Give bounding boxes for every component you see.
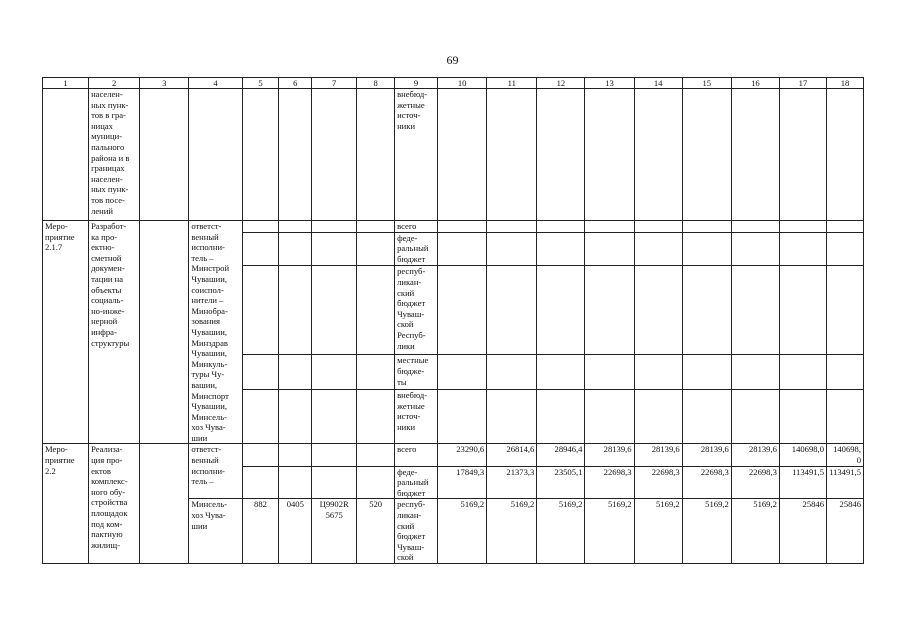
page-number: 69 [446, 53, 459, 67]
cell-empty [357, 221, 395, 233]
cell-empty [731, 221, 779, 233]
column-number: 1 [43, 78, 89, 89]
text-line: ский [397, 520, 415, 531]
amount-cell: 28139,6 [585, 444, 634, 466]
cell-empty [279, 355, 312, 390]
text-line: Минсель- [191, 411, 228, 422]
cell-empty [731, 232, 779, 266]
cell-empty [189, 89, 242, 221]
cell-empty [682, 232, 731, 266]
text-line: всего [397, 221, 417, 231]
cell-empty [634, 221, 682, 233]
text-line: Минкуль- [191, 358, 228, 369]
text-line: структуры [91, 337, 130, 348]
budget-table [42, 77, 864, 564]
cell-empty [682, 89, 731, 221]
amount-cell: 5169,2 [487, 499, 537, 564]
amount-cell: 28139,6 [634, 444, 682, 466]
text-line: Реализа- [91, 444, 123, 455]
cell-empty [731, 266, 779, 355]
amount-cell: 5169,2 [585, 499, 634, 564]
text-line: ектно- [91, 242, 115, 253]
text-line: Минздрав [191, 337, 228, 348]
funding-source [395, 221, 438, 233]
text-line: бюдже- [397, 366, 425, 376]
cell-empty [634, 355, 682, 390]
cell-empty [537, 266, 585, 355]
text-line: ницах [91, 120, 113, 131]
cell-empty [279, 444, 312, 466]
text-line: ральный [397, 243, 429, 254]
cell-empty [682, 221, 731, 233]
cell-empty [731, 355, 779, 390]
text-line: всего [397, 444, 417, 455]
text-line: лений [91, 205, 113, 216]
measure-2-2 [43, 444, 864, 564]
text-line: населен- [91, 89, 123, 99]
column-number: 12 [537, 78, 585, 89]
text-line: социаль- [91, 295, 124, 306]
text-line: ской [397, 552, 414, 563]
measure-description [89, 444, 140, 564]
amount-cell: 26814,6 [487, 444, 537, 466]
cell-empty [779, 390, 826, 444]
text-line: бюджет [397, 254, 426, 265]
text-line: Разработ- [91, 221, 127, 231]
text-line: ральный [397, 477, 429, 488]
amount-cell: 113491,5 [827, 466, 864, 499]
cell-empty [731, 89, 779, 221]
text-line: лики [397, 340, 415, 351]
text-line: зования [191, 316, 220, 327]
text-line: приятие [45, 455, 75, 466]
text-line: жетные [397, 400, 425, 411]
cell-empty [242, 444, 279, 466]
text-line: туры Чу- [191, 369, 225, 380]
text-line: ты [397, 376, 407, 387]
cell-empty [312, 232, 357, 266]
text-line: инфра- [91, 326, 117, 337]
text-line: Минобра- [191, 305, 228, 316]
cell-empty [487, 390, 537, 444]
text-line: венный [191, 231, 219, 242]
cell-empty [537, 355, 585, 390]
amount-cell: 28946,4 [537, 444, 585, 466]
column-number: 2 [89, 78, 140, 89]
text-line: ных пунк- [91, 99, 129, 110]
cell-empty [585, 390, 634, 444]
cell-empty [279, 266, 312, 355]
column-number: 14 [634, 78, 682, 89]
cell-empty [585, 221, 634, 233]
cell-empty [438, 89, 487, 221]
text-line: ликан- [397, 510, 422, 521]
text-line: Чувашии, [191, 348, 227, 359]
continuation-source [395, 89, 438, 221]
cell-empty [682, 355, 731, 390]
column-number: 11 [487, 78, 537, 89]
text-line: исполни- [191, 242, 225, 253]
text-line: источ- [397, 411, 421, 422]
vr-code: 520 [357, 499, 395, 564]
amount-cell: 22698,3 [585, 466, 634, 499]
text-line: жетные [397, 99, 425, 110]
cell-empty [682, 266, 731, 355]
amount-cell: 23290,6 [438, 444, 487, 466]
cell-empty [43, 89, 89, 221]
cell-empty [279, 466, 312, 499]
text-line: венный [191, 455, 219, 466]
cell-empty [312, 390, 357, 444]
text-line: ка про- [91, 231, 118, 242]
table-row [43, 444, 864, 466]
text-line: населен- [91, 173, 123, 184]
text-line: Респуб- [397, 329, 426, 340]
amount-cell: 5169,2 [682, 499, 731, 564]
measure-description [89, 221, 140, 444]
text-line: ответст- [191, 221, 222, 231]
text-line: 2.1.7 [45, 242, 63, 253]
text-line: бюджет [397, 298, 426, 309]
cell-empty [827, 266, 864, 355]
text-line: феде- [397, 232, 418, 243]
text-line: 5675 [325, 510, 343, 521]
text-line: сметной [91, 252, 122, 263]
cell-empty [827, 89, 864, 221]
cell-empty [827, 355, 864, 390]
cell-empty [279, 221, 312, 233]
text-line: под ком- [91, 518, 123, 529]
cell-empty [634, 89, 682, 221]
amount-cell: 5169,2 [634, 499, 682, 564]
text-line: объекты [91, 284, 122, 295]
text-line: тации на [91, 273, 124, 284]
amount-cell: 140698,0 [827, 444, 864, 466]
cell-empty [312, 221, 357, 233]
text-line: но-инже- [91, 305, 125, 316]
text-line: ликан- [397, 276, 422, 287]
cell-empty [242, 390, 279, 444]
text-line: района и в [91, 152, 130, 163]
text-line: хоз Чува- [191, 422, 226, 433]
cell-empty [357, 355, 395, 390]
cell-empty [487, 221, 537, 233]
text-line: ных пунк- [91, 184, 129, 195]
cell-empty [585, 89, 634, 221]
cell-empty [242, 466, 279, 499]
text-line: Минспорт [191, 390, 229, 401]
funding-source [395, 355, 438, 390]
funding-source [395, 232, 438, 266]
text-line: бюджет [397, 487, 426, 498]
column-number: 8 [357, 78, 395, 89]
text-line: ектов [91, 465, 111, 476]
responsible-executor [189, 221, 242, 444]
text-line: соиспол- [191, 284, 224, 295]
cell-empty [487, 89, 537, 221]
cell-empty [312, 466, 357, 499]
table-row [43, 89, 864, 221]
cell-empty [585, 266, 634, 355]
cell-empty [634, 266, 682, 355]
text-line: Минстрой [191, 263, 230, 274]
amount-cell: 17849,3 [438, 466, 487, 499]
column-number: 7 [312, 78, 357, 89]
cell-empty [779, 232, 826, 266]
amount-cell: 113491,5 [779, 466, 826, 499]
cell-empty [242, 89, 279, 221]
funding-source [395, 499, 438, 564]
funding-source [395, 466, 438, 499]
cell-empty [279, 390, 312, 444]
text-line: Меро- [45, 221, 68, 231]
cell-empty [779, 89, 826, 221]
text-line: местные [397, 355, 429, 366]
text-line: бюджет [397, 531, 426, 542]
cell-empty [487, 232, 537, 266]
text-line: нители – [191, 295, 224, 306]
cell-empty [487, 266, 537, 355]
cell-empty [438, 355, 487, 390]
amount-cell: 21373,3 [487, 466, 537, 499]
cell-empty [357, 466, 395, 499]
text-line: ция про- [91, 455, 123, 466]
amount-cell: 140698,0 [779, 444, 826, 466]
text-line: респуб- [397, 266, 426, 277]
text-line: комплекс- [91, 476, 128, 487]
cell-empty [779, 221, 826, 233]
cell-empty [357, 266, 395, 355]
text-line: Меро- [45, 444, 68, 455]
text-line: границах [91, 163, 125, 174]
text-line: Минсель- [191, 499, 228, 510]
text-line: феде- [397, 466, 418, 477]
cell-empty [242, 232, 279, 266]
cell-empty [357, 444, 395, 466]
cell-empty [537, 390, 585, 444]
cell-empty [312, 444, 357, 466]
column-number: 9 [395, 78, 438, 89]
text-line: внебюд- [397, 89, 428, 99]
cell-empty [537, 221, 585, 233]
cell-empty [827, 390, 864, 444]
cell-empty [487, 355, 537, 390]
text-line: ский [397, 287, 415, 298]
text-line: Ц9902R [319, 499, 349, 510]
text-line: тов в гра- [91, 110, 126, 121]
text-line: хоз Чува- [191, 510, 226, 521]
cell-empty [779, 355, 826, 390]
text-line: пального [91, 141, 125, 152]
cell-empty [827, 232, 864, 266]
column-number: 17 [779, 78, 826, 89]
cell-empty [242, 355, 279, 390]
amount-cell: 5169,2 [537, 499, 585, 564]
text-line: ники [397, 421, 416, 432]
table-row [43, 221, 864, 233]
text-line: ники [397, 120, 416, 131]
column-number: 5 [242, 78, 279, 89]
cell-empty [827, 221, 864, 233]
column-number: 4 [189, 78, 242, 89]
cell-empty [140, 221, 189, 444]
text-line: 2.2 [45, 465, 56, 476]
cell-empty [682, 390, 731, 444]
column-number: 18 [827, 78, 864, 89]
text-line: вашии, [191, 379, 218, 390]
text-line: ного обу- [91, 486, 126, 497]
responsible-executor-cont [189, 499, 242, 564]
column-number: 6 [279, 78, 312, 89]
column-number: 16 [731, 78, 779, 89]
amount-cell: 25846 [779, 499, 826, 564]
cell-empty [140, 444, 189, 564]
cell-empty [438, 390, 487, 444]
cell-empty [438, 221, 487, 233]
text-line: шии [191, 432, 208, 443]
text-line: стройства [91, 497, 128, 508]
amount-cell: 25846 [827, 499, 864, 564]
cell-empty [357, 232, 395, 266]
text-line: муници- [91, 131, 123, 142]
cell-empty [279, 232, 312, 266]
cell-empty [438, 232, 487, 266]
cell-empty [537, 232, 585, 266]
text-line: пактную [91, 529, 123, 540]
rzpr-code: 0405 [279, 499, 312, 564]
text-line: ской [397, 319, 414, 330]
amount-cell: 22698,3 [682, 466, 731, 499]
amount-cell: 22698,3 [731, 466, 779, 499]
csr-code [312, 499, 357, 564]
text-line: респуб- [397, 499, 426, 510]
text-line: Чувашии, [191, 273, 227, 284]
cell-empty [634, 232, 682, 266]
amount-cell: 22698,3 [634, 466, 682, 499]
amount-cell: 5169,2 [438, 499, 487, 564]
text-line: шии [191, 520, 208, 531]
cell-empty [312, 89, 357, 221]
funding-source [395, 444, 438, 466]
text-line: тель – [191, 476, 214, 487]
cell-empty [537, 89, 585, 221]
measure-number [43, 444, 89, 564]
measure-2-1-7 [43, 221, 864, 444]
column-number: 13 [585, 78, 634, 89]
column-number: 15 [682, 78, 731, 89]
text-line: Чуваш- [397, 308, 425, 319]
column-number: 3 [140, 78, 189, 89]
cell-empty [140, 89, 189, 221]
responsible-executor [189, 444, 242, 499]
text-line: докумен- [91, 263, 125, 274]
text-line: Чувашии, [191, 401, 227, 412]
amount-cell: 5169,2 [731, 499, 779, 564]
funding-source [395, 390, 438, 444]
amount-cell: 28139,6 [731, 444, 779, 466]
cell-empty [242, 266, 279, 355]
column-number: 10 [438, 78, 487, 89]
amount-cell: 23505,1 [537, 466, 585, 499]
text-line: площадок [91, 508, 128, 519]
header-row [43, 78, 864, 89]
text-line: жилищ- [91, 539, 120, 550]
text-line: ответст- [191, 444, 222, 455]
text-line: исполни- [191, 465, 225, 476]
continuation-description [89, 89, 140, 221]
cell-empty [634, 390, 682, 444]
measure-number [43, 221, 89, 444]
cell-empty [585, 232, 634, 266]
funding-source [395, 266, 438, 355]
cell-empty [585, 355, 634, 390]
cell-empty [357, 390, 395, 444]
amount-cell: 28139,6 [682, 444, 731, 466]
text-line: Чувашии, [191, 326, 227, 337]
cell-empty [438, 266, 487, 355]
cell-empty [357, 89, 395, 221]
cell-empty [279, 89, 312, 221]
text-line: тов посе- [91, 194, 125, 205]
cell-empty [731, 390, 779, 444]
text-line: приятие [45, 231, 75, 242]
text-line: источ- [397, 110, 421, 121]
text-line: внебюд- [397, 390, 428, 401]
cell-empty [312, 266, 357, 355]
cell-empty [312, 355, 357, 390]
text-line: Чуваш- [397, 541, 425, 552]
cell-empty [779, 266, 826, 355]
text-line: тель – [191, 252, 214, 263]
grbs-code: 882 [242, 499, 279, 564]
text-line: нерной [91, 316, 118, 327]
cell-empty [242, 221, 279, 233]
